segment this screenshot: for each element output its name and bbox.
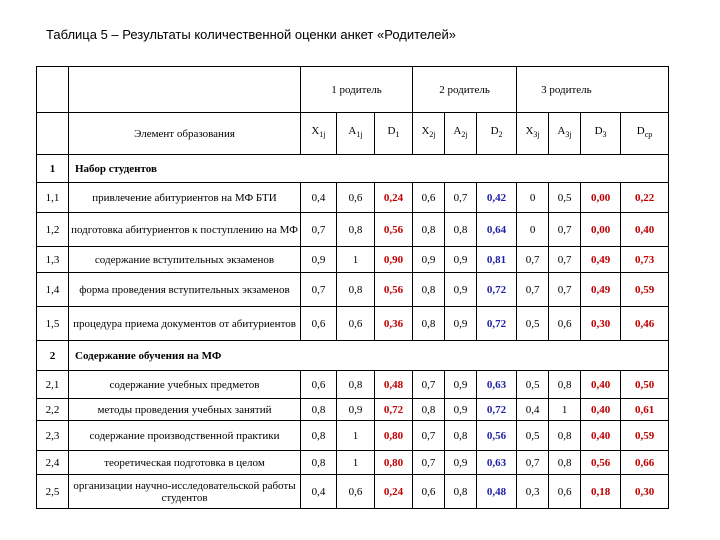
empty-cell <box>37 67 69 113</box>
value-cell: 1 <box>337 451 375 475</box>
value-cell: 0,7 <box>549 273 581 307</box>
row-element-name: подготовка абитуриентов к поступлению на МФ <box>69 213 301 247</box>
value-cell: 0,46 <box>621 307 669 341</box>
value-cell: 0,8 <box>413 399 445 421</box>
column-header: $D_3$ <box>581 113 621 155</box>
value-cell: 0,5 <box>549 183 581 213</box>
section-title: Содержание обучения на МФ <box>69 341 669 371</box>
value-cell: 0,6 <box>337 475 375 509</box>
value-cell: 0,8 <box>413 213 445 247</box>
table-row <box>37 451 669 475</box>
value-cell: 0,30 <box>581 307 621 341</box>
value-cell: 0,6 <box>549 307 581 341</box>
value-cell: 0 <box>517 183 549 213</box>
value-cell: 0,6 <box>337 307 375 341</box>
value-cell: 0,7 <box>413 421 445 451</box>
empty-cell <box>69 67 301 113</box>
value-cell: 0,80 <box>375 421 413 451</box>
value-cell: 0,80 <box>375 451 413 475</box>
value-cell: 0,66 <box>621 451 669 475</box>
value-cell: 0,9 <box>445 451 477 475</box>
column-header: $D_2$ <box>477 113 517 155</box>
value-cell: 0,9 <box>445 307 477 341</box>
empty-cell <box>37 113 69 155</box>
value-cell: 0,48 <box>477 475 517 509</box>
row-element-name: содержание вступительных экзаменов <box>69 247 301 273</box>
value-cell: 0,8 <box>445 213 477 247</box>
value-cell: 0,9 <box>301 247 337 273</box>
value-cell: 0,56 <box>581 451 621 475</box>
table-row <box>37 273 669 307</box>
value-cell: 0,8 <box>413 273 445 307</box>
results-table <box>36 66 669 509</box>
value-cell: 0,9 <box>445 399 477 421</box>
value-cell: 0,8 <box>301 451 337 475</box>
table-row <box>37 421 669 451</box>
value-cell: 0,8 <box>301 399 337 421</box>
value-cell: 0,3 <box>517 475 549 509</box>
value-cell: 0,4 <box>301 183 337 213</box>
value-cell: 0,7 <box>301 213 337 247</box>
value-cell: 0,30 <box>621 475 669 509</box>
row-number: 2,4 <box>37 451 69 475</box>
value-cell: 0,6 <box>549 475 581 509</box>
group-header-1: 1 родитель <box>301 67 413 113</box>
value-cell: 0,4 <box>301 475 337 509</box>
value-cell: 1 <box>549 399 581 421</box>
table-caption: Таблица 5 – Результаты количественной оценки анкет «Родителей» <box>46 27 457 42</box>
value-cell: 0,6 <box>301 371 337 399</box>
value-cell: 0,40 <box>621 213 669 247</box>
value-cell: 0,8 <box>549 451 581 475</box>
column-header: $X_{3j}$ <box>517 113 549 155</box>
value-cell: 0,73 <box>621 247 669 273</box>
value-cell: 0,61 <box>621 399 669 421</box>
row-element-name: процедура приема документов от абитуриентов <box>69 307 301 341</box>
section-row <box>37 155 669 183</box>
value-cell: 0,56 <box>477 421 517 451</box>
value-cell: 0,72 <box>477 307 517 341</box>
value-cell: 0,48 <box>375 371 413 399</box>
section-row <box>37 341 669 371</box>
row-element-name: форма проведения вступительных экзаменов <box>69 273 301 307</box>
group-header-row <box>37 67 669 113</box>
value-cell: 0,63 <box>477 451 517 475</box>
column-header: $D_1$ <box>375 113 413 155</box>
value-cell: 0,6 <box>413 183 445 213</box>
value-cell: 0,24 <box>375 475 413 509</box>
value-cell: 0,8 <box>549 421 581 451</box>
value-cell: 0,22 <box>621 183 669 213</box>
value-cell: 0,00 <box>581 213 621 247</box>
row-number: 1,3 <box>37 247 69 273</box>
section-number: 1 <box>37 155 69 183</box>
value-cell: 0,72 <box>477 273 517 307</box>
value-cell: 0,5 <box>517 307 549 341</box>
value-cell: 0,8 <box>445 475 477 509</box>
value-cell: 0,59 <box>621 273 669 307</box>
value-cell: 0,7 <box>517 451 549 475</box>
value-cell: 0,6 <box>413 475 445 509</box>
value-cell: 0,5 <box>517 371 549 399</box>
table-row <box>37 247 669 273</box>
value-cell: 0,9 <box>445 371 477 399</box>
value-cell: 0,7 <box>413 451 445 475</box>
element-header: Элемент образования <box>69 113 301 155</box>
value-cell: 0,5 <box>517 421 549 451</box>
value-cell: 0,64 <box>477 213 517 247</box>
value-cell: 0,4 <box>517 399 549 421</box>
value-cell: 0,40 <box>581 371 621 399</box>
row-element-name: привлечение абитуриентов на МФ БТИ <box>69 183 301 213</box>
group-header-3: 3 родитель <box>517 67 669 113</box>
value-cell: 0,7 <box>517 247 549 273</box>
value-cell: 0,42 <box>477 183 517 213</box>
column-header: $A_{1j}$ <box>337 113 375 155</box>
value-cell: 0,56 <box>375 213 413 247</box>
row-element-name: содержание производственной практики <box>69 421 301 451</box>
value-cell: 0,40 <box>581 421 621 451</box>
value-cell: 0,59 <box>621 421 669 451</box>
value-cell: 0,6 <box>337 183 375 213</box>
row-number: 1,5 <box>37 307 69 341</box>
value-cell: 0,49 <box>581 273 621 307</box>
value-cell: 0 <box>517 213 549 247</box>
value-cell: 0,8 <box>301 421 337 451</box>
column-header: $A_{2j}$ <box>445 113 477 155</box>
column-header: $A_{3j}$ <box>549 113 581 155</box>
table-row <box>37 183 669 213</box>
row-number: 1,4 <box>37 273 69 307</box>
value-cell: 0,6 <box>301 307 337 341</box>
value-cell: 0,36 <box>375 307 413 341</box>
value-cell: 0,50 <box>621 371 669 399</box>
value-cell: 0,7 <box>445 183 477 213</box>
value-cell: 0,81 <box>477 247 517 273</box>
column-header: $D_{ср}$ <box>621 113 669 155</box>
value-cell: 1 <box>337 421 375 451</box>
group-header-2: 2 родитель <box>413 67 517 113</box>
value-cell: 0,24 <box>375 183 413 213</box>
value-cell: 0,7 <box>517 273 549 307</box>
column-header-row <box>37 113 669 155</box>
row-element-name: содержание учебных предметов <box>69 371 301 399</box>
row-number: 1,1 <box>37 183 69 213</box>
value-cell: 0,9 <box>445 273 477 307</box>
row-element-name: организации научно-исследовательской работы студентов <box>69 475 301 509</box>
value-cell: 0,49 <box>581 247 621 273</box>
table-row <box>37 475 669 509</box>
table-row <box>37 371 669 399</box>
value-cell: 0,00 <box>581 183 621 213</box>
row-number: 2,2 <box>37 399 69 421</box>
value-cell: 0,7 <box>549 213 581 247</box>
table-row <box>37 399 669 421</box>
value-cell: 0,7 <box>549 247 581 273</box>
value-cell: 0,18 <box>581 475 621 509</box>
value-cell: 0,90 <box>375 247 413 273</box>
row-element-name: методы проведения учебных занятий <box>69 399 301 421</box>
value-cell: 0,72 <box>375 399 413 421</box>
value-cell: 0,8 <box>337 213 375 247</box>
value-cell: 0,72 <box>477 399 517 421</box>
row-number: 2,5 <box>37 475 69 509</box>
section-title: Набор студентов <box>69 155 669 183</box>
value-cell: 0,9 <box>337 399 375 421</box>
value-cell: 1 <box>337 247 375 273</box>
section-number: 2 <box>37 341 69 371</box>
row-element-name: теоретическая подготовка в целом <box>69 451 301 475</box>
row-number: 2,3 <box>37 421 69 451</box>
value-cell: 0,8 <box>413 307 445 341</box>
value-cell: 0,40 <box>581 399 621 421</box>
value-cell: 0,7 <box>413 371 445 399</box>
row-number: 2,1 <box>37 371 69 399</box>
table-body <box>37 67 669 509</box>
value-cell: 0,9 <box>445 247 477 273</box>
value-cell: 0,8 <box>337 273 375 307</box>
value-cell: 0,7 <box>301 273 337 307</box>
row-number: 1,2 <box>37 213 69 247</box>
table-row <box>37 307 669 341</box>
column-header: $X_{1j}$ <box>301 113 337 155</box>
table-row <box>37 213 669 247</box>
column-header: $X_{2j}$ <box>413 113 445 155</box>
value-cell: 0,56 <box>375 273 413 307</box>
value-cell: 0,63 <box>477 371 517 399</box>
value-cell: 0,8 <box>549 371 581 399</box>
value-cell: 0,9 <box>413 247 445 273</box>
value-cell: 0,8 <box>337 371 375 399</box>
value-cell: 0,8 <box>445 421 477 451</box>
